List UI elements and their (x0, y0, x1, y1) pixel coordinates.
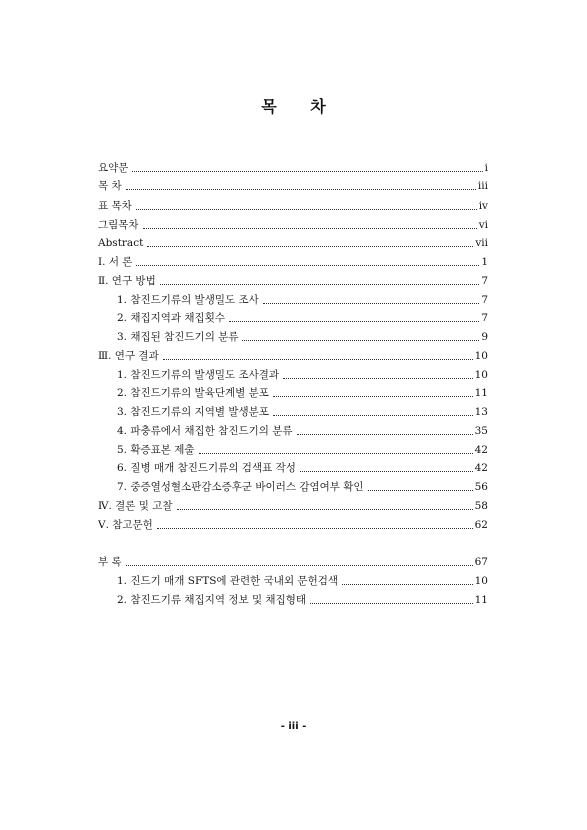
toc-entry (117, 424, 488, 438)
toc-entry-label: 1. 참진드기류의 발생밀도 조사결과 (117, 369, 280, 381)
toc-entry-label: 그림목차 (98, 219, 139, 231)
toc-entry-label: 2. 채집지역과 채집횟수 (117, 312, 225, 324)
toc-entry-page: vi (478, 219, 488, 231)
toc-entry-page: 11 (474, 387, 488, 399)
toc-entry-page: 11 (474, 594, 488, 606)
toc-entry (98, 555, 488, 569)
toc-entry-label: Ⅱ. 연구 방법 (98, 275, 156, 287)
toc-entry-label: Ⅰ. 서 론 (98, 256, 133, 268)
toc-dot-leader (143, 228, 477, 229)
toc-entry-page: 10 (474, 575, 488, 587)
toc-entry-label: 2. 참진드기류 채집지역 정보 및 채집형태 (117, 594, 306, 606)
toc-dot-leader (163, 359, 473, 360)
toc-entry-label: 목 차 (98, 180, 122, 192)
toc-entry-page: 58 (474, 500, 488, 512)
toc-dot-leader (242, 340, 479, 341)
toc-entry-label: 1. 진드기 매개 SFTS에 관련한 국내외 문헌검색 (117, 575, 339, 587)
toc-dot-leader (310, 603, 473, 604)
toc-dot-leader (147, 246, 473, 247)
toc-entry-label: 요약문 (98, 162, 129, 174)
toc-entry-label: 6. 질병 매개 참진드기류의 검색표 작성 (117, 462, 296, 474)
toc-entry-label: 4. 파충류에서 채집한 참진드기의 분류 (117, 425, 293, 437)
toc-entry-label: 3. 참진드기류의 지역별 발생분포 (117, 406, 269, 418)
toc-entry (117, 593, 488, 607)
toc-entry (98, 274, 488, 288)
toc-entry-page: 67 (474, 556, 488, 568)
toc-dot-leader (368, 490, 473, 491)
toc-entry-page: 1 (481, 256, 488, 268)
toc-entry-page: 7 (481, 275, 488, 287)
toc-entry (117, 443, 488, 457)
toc-dot-leader (283, 378, 473, 379)
toc-entry-page: 42 (474, 462, 488, 474)
toc-entry (98, 255, 488, 269)
toc-entry-page: i (484, 162, 488, 174)
toc-entry-label: 표 목차 (98, 200, 132, 212)
toc-dot-leader (300, 471, 473, 472)
toc-entry (117, 480, 488, 494)
page-number-footer: - iii - (280, 721, 307, 732)
toc-dot-leader (126, 189, 476, 190)
toc-dot-leader (132, 171, 482, 172)
page-title: 목 차 (261, 97, 340, 116)
toc-dot-leader (136, 209, 477, 210)
toc-entry-page: 7 (481, 294, 488, 306)
toc-entry (98, 499, 488, 513)
toc-dot-leader (136, 265, 479, 266)
toc-entry (98, 349, 488, 363)
toc-entry-page: 62 (474, 519, 488, 531)
toc-entry-label: 2. 참진드기류의 발육단계별 분포 (117, 387, 269, 399)
toc-dot-leader (126, 565, 473, 566)
toc-entry-page: 10 (474, 369, 488, 381)
toc-entry-page: iii (477, 180, 488, 192)
toc-dot-leader (342, 584, 473, 585)
toc-dot-leader (263, 303, 480, 304)
toc-entry-label: 1. 참진드기류의 발생밀도 조사 (117, 294, 259, 306)
toc-dot-leader (157, 528, 473, 529)
toc-entry-label: Ⅲ. 연구 결과 (98, 350, 159, 362)
toc-entry (98, 161, 488, 175)
toc-entry-label: Ⅴ. 참고문헌 (98, 519, 153, 531)
toc-dot-leader (273, 415, 473, 416)
toc-entry (117, 311, 488, 325)
toc-entry (117, 368, 488, 382)
toc-entry (98, 236, 488, 250)
toc-dot-leader (177, 509, 473, 510)
toc-entry (117, 574, 488, 588)
toc-entry-label: 5. 확증표본 제출 (117, 444, 195, 456)
toc-dot-leader (229, 321, 479, 322)
toc-dot-leader (160, 284, 480, 285)
toc-entry-label: Ⅳ. 결론 및 고찰 (98, 500, 173, 512)
toc-entry-page: 10 (474, 350, 488, 362)
toc-entry-page: 13 (474, 406, 488, 418)
toc-entry (117, 386, 488, 400)
toc-entry-page: 42 (474, 444, 488, 456)
toc-entry (98, 218, 488, 232)
toc-dot-leader (199, 453, 473, 454)
toc-entry (117, 330, 488, 344)
toc-entry (117, 461, 488, 475)
toc-entry-page: 7 (481, 312, 488, 324)
toc-entry-page: 56 (474, 481, 488, 493)
toc-entry-page: vii (475, 237, 488, 249)
toc-entry-page: 35 (474, 425, 488, 437)
toc-entry-label: Abstract (98, 237, 144, 249)
toc-entry (98, 199, 488, 213)
toc-entry-label: 7. 중증열성혈소판감소증후군 바이러스 감염여부 확인 (117, 481, 364, 493)
toc-entry-label: 부 록 (98, 556, 122, 568)
toc-dot-leader (297, 434, 473, 435)
toc-entry (98, 518, 488, 532)
toc-dot-leader (273, 396, 473, 397)
toc-entry (98, 179, 488, 193)
toc-entry-page: 9 (481, 331, 488, 343)
toc-entry-page: iv (478, 200, 488, 212)
toc-entry (117, 405, 488, 419)
toc-entry-label: 3. 채집된 참진드기의 분류 (117, 331, 239, 343)
toc-entry (117, 293, 488, 307)
